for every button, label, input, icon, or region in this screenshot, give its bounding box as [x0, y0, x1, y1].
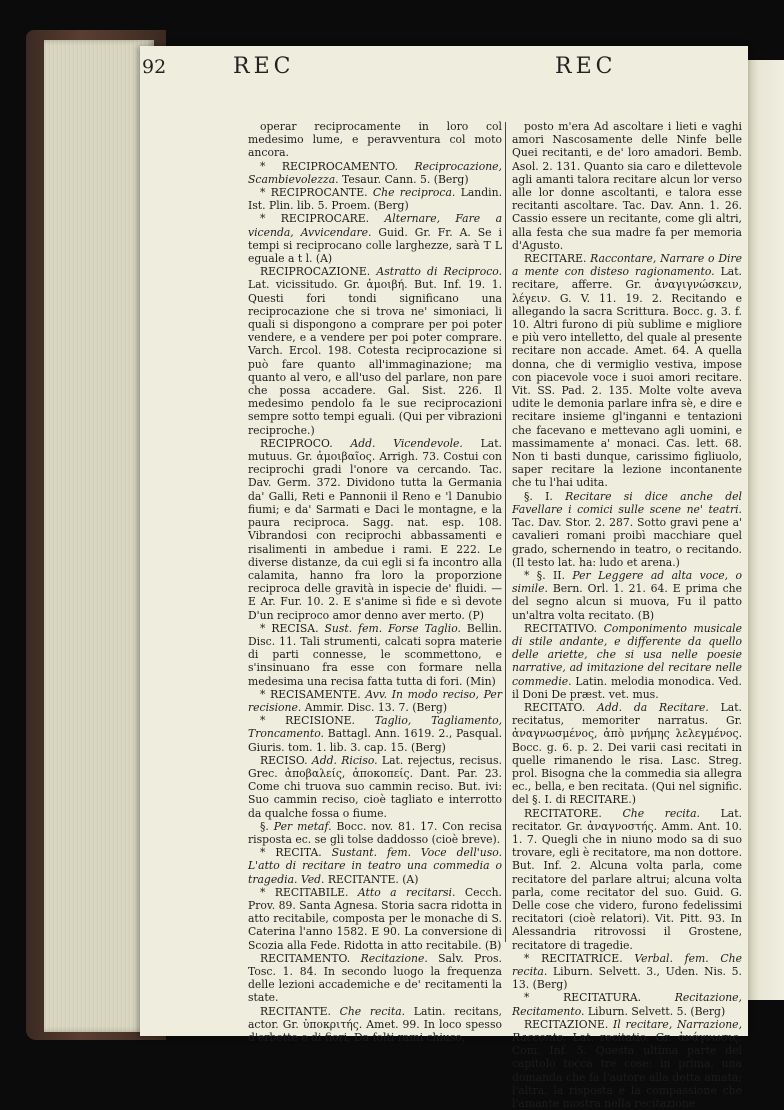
entry-definition: Verbal. fem. Che recita.	[512, 951, 742, 978]
entry-definition: Che reciproca.	[372, 186, 461, 200]
entry-headword: RECIPROCAZIONE.	[260, 265, 377, 279]
entry-text: Lat. recitator. Gr. ἀναγνοστής. Amm. Ant. 10. 1. 7. Quegli che in niuno modo sa di suo trovare, egli è recitatore, ma non dottore. But. Inf. 2. Alcuna volta parla, come recitatore del parlare altrui; alcuna volta parla, come recitator del suo. Guid. G. Delle cose che videro, furono fedelissimi recitatori (cioè relatori). Vit. Pitt. 93. In Alessandria ritrovossi il Grostene, recitatore di tragedie.	[512, 806, 742, 952]
dictionary-entry	[248, 820, 502, 846]
entry-text: Lat. recitare, afferre. Gr. ἀναγιγνώσκειν, λέγειν. G. V. 11. 19. 2. Recitando e allegando la sacra Scrittura. Bocc. g. 3. f. 10. Altri furono di più sublime e migliore e più vero intelletto, del quale al presente recitare non accade. Amet. 64. A quella donna, che di vermiglio vestiva, impose con piacevole voce i suoi amori recitare. Vit. SS. Pad. 2. 135. Molte volte aveva udite le demonia parlare infra sè, e dire e recitare insieme gl'inganni e tentazioni che facevano e mettevano agli uomini, e massimamente a' monaci. Cas. lett. 68. Non ti basti dunque, carissimo figliuolo, saper recitare la lezione incontanente che tu l'hai udita.	[512, 265, 742, 490]
entry-definition: Componimento musicale di stile andante, e differente da quello delle ariette, che si usa nelle poesie narrative, ad imitazione del recitare nelle commedie.	[512, 621, 743, 688]
entry-definition: Il recitare, Narrazione, Racconto.	[512, 1017, 743, 1045]
entry-definition: Add. Vicendevole.	[350, 436, 481, 450]
entry-definition: Raccontare, Narrare o Dire a mente con disteso ragionamento.	[512, 252, 742, 279]
entry-definition: Sust. fem. Forse Taglio.	[324, 621, 467, 635]
entry-text: Lat. recitatus, memoriter narratus. Gr. ἀναγνωσμένος, ἀπὸ μνήμης λελεγμένος. Bocc. g. 6. p. 2. Dei varii casi recitati in quelle rimanendo le risa. Lasc. Streg. prol. Bisogna che la commedia sia allegra ec., bella, e ben recitata. (Qui nel signific. del §. I. di RECITARE.)	[512, 700, 742, 807]
dictionary-entry	[512, 991, 742, 1017]
dictionary-entry	[248, 120, 502, 160]
entry-text: Guid. Gr. Fr. A. Se i tempi si reciprocano colle larghezze, sarà T L eguale a t l. (A)	[248, 225, 502, 266]
running-header-right: REC	[555, 54, 617, 79]
entry-text: Lat. rejectus, recisus. Grec. ἀποβαλείς, ἀποκοπείς. Dant. Par. 23. Come chi truova suo cammin reciso. But. ivi: Suo cammin reciso, cioè tagliato e interrotto da qualche fossa o fiume.	[248, 753, 502, 820]
dictionary-entry	[512, 807, 742, 952]
entry-headword: * RECISAMENTE.	[260, 687, 366, 701]
entry-text: Bellin. Disc. 11. Tali strumenti, calcati sopra materie di parti connesse, le scommettono, e s'insinuano fra esse con formare nella medesima una recisa fatta tutta di fori. (Min)	[248, 621, 502, 688]
entry-definition: Taglio, Tagliamento, Troncamento.	[248, 714, 502, 741]
entry-text: Latin. melodia monodica. Ved. il Doni De præst. vet. mus.	[512, 674, 742, 701]
entry-headword: * RECITATURA.	[524, 991, 675, 1005]
entry-text: Bocc. nov. 81. 17. Con recisa risposta ec. se gli tolse daddosso (cioè breve).	[248, 819, 502, 846]
entry-headword: * RECITATRICE.	[524, 951, 635, 965]
column-divider	[505, 122, 506, 942]
entry-headword: §. I.	[524, 489, 566, 503]
entry-definition: Che recita.	[622, 806, 721, 820]
entry-text: posto m'era Ad ascoltare i lieti e vaghi amori Nascosamente delle Ninfe belle Quei recitanti, e de' loro amadori. Bemb. Asol. 2. 131. Quanto sia caro e dilettevole agli amanti talora recitare alcun lor verso alle lor donne ascoltanti, e talora esse recitanti ascoltare. Tac. Dav. Ann. 1. 26. Cassio essere un recitante, come gli altri, alla festa che sua madre fa per memoria d'Agusto.	[512, 120, 742, 252]
entry-headword: RECITAZIONE.	[524, 1017, 614, 1031]
dictionary-entry	[512, 1018, 742, 1110]
entry-headword: * RECIPROCANTE.	[260, 186, 373, 200]
dictionary-entry	[248, 437, 502, 622]
entry-headword: RECITANTE.	[260, 1004, 340, 1018]
entry-text: Lat. vicissitudo. Gr. ἀμοιβή. But. Inf. 19. 1. Questi fori tondi significano una reciprocazione che si trova ne' simoniaci, li quali si dispongono a comprare per poi poter vendere, e a vendere per poi poter comprare. Varch. Ercol. 198. Cotesta reciprocazione si può fare quanto all'immaginazione; ma quanto al vero, e all'uso del parlare, non pare che possa accadere. Gal. Sist. 226. Il medesimo pendolo fa le sue reciprocazioni sempre sotto tempi eguali. (Qui per vibrazioni reciproche.)	[248, 278, 502, 437]
entry-text: Tac. Dav. Stor. 2. 287. Sotto gravi pene a' cavalieri romani proibì macchiare quel grado, schernendo in teatro, o recitando. (Il testo lat. ha: ludo et arena.)	[512, 516, 742, 569]
entry-text: Tesaur. Cann. 5. (Berg)	[342, 172, 469, 186]
entry-definition: Reciprocazione, Scambievolezza.	[248, 159, 502, 186]
entry-definition: Add. da Recitare.	[597, 700, 721, 714]
dictionary-entry	[248, 160, 502, 186]
entry-definition: Astratto di Reciproco.	[376, 265, 502, 279]
entry-headword: * RECISIONE.	[260, 714, 375, 728]
entry-headword: * RECITA.	[260, 846, 332, 860]
dictionary-entry	[248, 754, 502, 820]
entry-text: operar reciprocamente in loro col medesimo lume, e peravventura col moto ancora.	[248, 120, 502, 160]
entry-headword: §.	[260, 819, 274, 833]
dictionary-entry	[248, 886, 502, 952]
entry-text: Liburn. Selvett. 5. (Berg)	[587, 1004, 726, 1018]
entry-definition: Per metaf.	[273, 819, 337, 833]
entry-text: Cecch. Prov. 89. Santa Agnesa. Storia sacra ridotta in atto recitabile, composta per le monache di S. Caterina l'anno 1582. E 90. La conversione di Scozia alla Fede. Ridotta in atto recitabile. (B)	[248, 885, 502, 952]
entry-text: Salv. Pros. Tosc. 1. 84. In secondo luogo la frequenza delle lezioni accademiche e de' recitamenti la state.	[248, 951, 502, 1005]
page-edges	[44, 40, 154, 1032]
dictionary-entry	[512, 701, 742, 807]
entry-headword: * RECIPROCAMENTO.	[260, 159, 415, 173]
entry-definition: Sustant. fem. Voce dell'uso. L'atto di recitare in teatro una commedia o tragedia. Ved.	[248, 846, 502, 886]
entry-definition: Avv. In modo reciso, Per recisione.	[248, 687, 502, 714]
entry-definition: Add. Riciso.	[311, 753, 382, 767]
page-number: 92	[142, 56, 167, 78]
entry-headword: RECIPROCO.	[260, 436, 351, 450]
dictionary-entry	[248, 622, 502, 688]
running-header-left: REC	[233, 54, 295, 79]
entry-headword: * RECITABILE.	[260, 885, 358, 899]
facing-page-edge	[748, 60, 784, 1000]
dictionary-entry	[248, 265, 502, 437]
entry-headword: RECITATORE.	[524, 806, 623, 820]
entry-headword: * §. II.	[524, 568, 573, 582]
entry-definition: Recitazione, Recitamento.	[512, 991, 742, 1018]
entry-headword: RECISO.	[260, 753, 312, 767]
left-column	[248, 120, 503, 1045]
dictionary-entry	[512, 622, 742, 701]
entry-headword: RECITATO.	[524, 700, 598, 714]
dictionary-entry	[248, 688, 502, 714]
entry-definition: Recitare si dice anche del Favellare i comici sulle scene ne' teatri.	[512, 489, 742, 516]
dictionary-entry	[248, 1005, 502, 1045]
entry-text: Battagl. Ann. 1619. 2., Pasqual. Giuris. tom. 1. lib. 3. cap. 15. (Berg)	[248, 727, 503, 754]
entry-definition: Recitazione.	[360, 951, 439, 965]
dictionary-entry	[248, 186, 502, 212]
dictionary-entry	[512, 252, 742, 490]
entry-headword: * RECISA.	[260, 621, 325, 635]
entry-definition: Che recita.	[339, 1004, 414, 1018]
entry-text: Bern. Orl. 1. 21. 64. E prima che del segno alcun si muova, Fu il patto un'altra volta recitato. (B)	[512, 582, 742, 622]
right-column	[512, 120, 743, 1110]
dictionary-entry	[512, 490, 742, 569]
entry-definition: Atto a recitarsi.	[357, 885, 465, 899]
dictionary-entry	[248, 952, 502, 1005]
entry-headword: RECITATIVO.	[524, 621, 604, 635]
entry-text: Lat. mutuus. Gr. ἀμοιβαῖος. Arrigh. 73. Costui con reciprochi gradi l'onore va cercando. Tac. Dav. Germ. 372. Dividono tutta la Germania da' Galli, Reti e Pannonii il Reno e 'l Danubio fiumi; e da' Sarmati e Daci le montagne, e la paura reciproca. Sagg. nat. esp. 108. Vibrandosi con reciprochi abbassamenti e risalimenti in ambedue i rami. E 222. Le diverse distanze, da cui egli si fa incontro alla calamita, hanno fra loro la proporzione reciproca delle gravità in ispecie de' fluidi. — E Ar. Fur. 10. 2. E s'anime sì fide e sì devote D'un reciproco amor denno aver merto. (P)	[248, 436, 502, 622]
entry-definition: Alternare, Fare a vicenda, Avvicendare.	[248, 212, 503, 239]
entry-text: Liburn. Selvett. 3., Uden. Nis. 5. 13. (Berg)	[512, 965, 742, 992]
dictionary-entry	[512, 120, 742, 252]
dictionary-entry	[512, 569, 742, 622]
entry-text: Latin. recitans, actor. Gr. ὑποκριτής. Amet. 99. In loco spesso d'erbette e di fiori, Da folti rami chiuso,	[248, 1004, 502, 1045]
entry-definition: Per Leggere ad alta voce, o simile.	[512, 568, 743, 596]
dictionary-entry	[248, 846, 502, 886]
entry-headword: RECITAMENTO.	[260, 951, 361, 965]
entry-text: Ammir. Disc. 13. 7. (Berg)	[304, 700, 448, 714]
entry-headword: RECITARE.	[524, 252, 591, 266]
entry-headword: * RECIPROCARE.	[260, 212, 385, 226]
dictionary-entry	[248, 212, 502, 265]
entry-text: RECITANTE. (A)	[327, 872, 419, 886]
dictionary-entry	[248, 714, 502, 754]
entry-text: Lat. recitatio. Gr. ἀνάγνωσις. Com. Inf. 5. Questa ultima parte del capitolo tocca tre cose: in prima, una domanda che fa l'autore alla detta amata; l'altra, la risposta e la compassione che l'amante mostra nella recitazione	[512, 1031, 742, 1110]
dictionary-entry	[512, 952, 742, 992]
entry-text: Landin. Ist. Plin. lib. 5. Proem. (Berg)	[248, 186, 502, 213]
